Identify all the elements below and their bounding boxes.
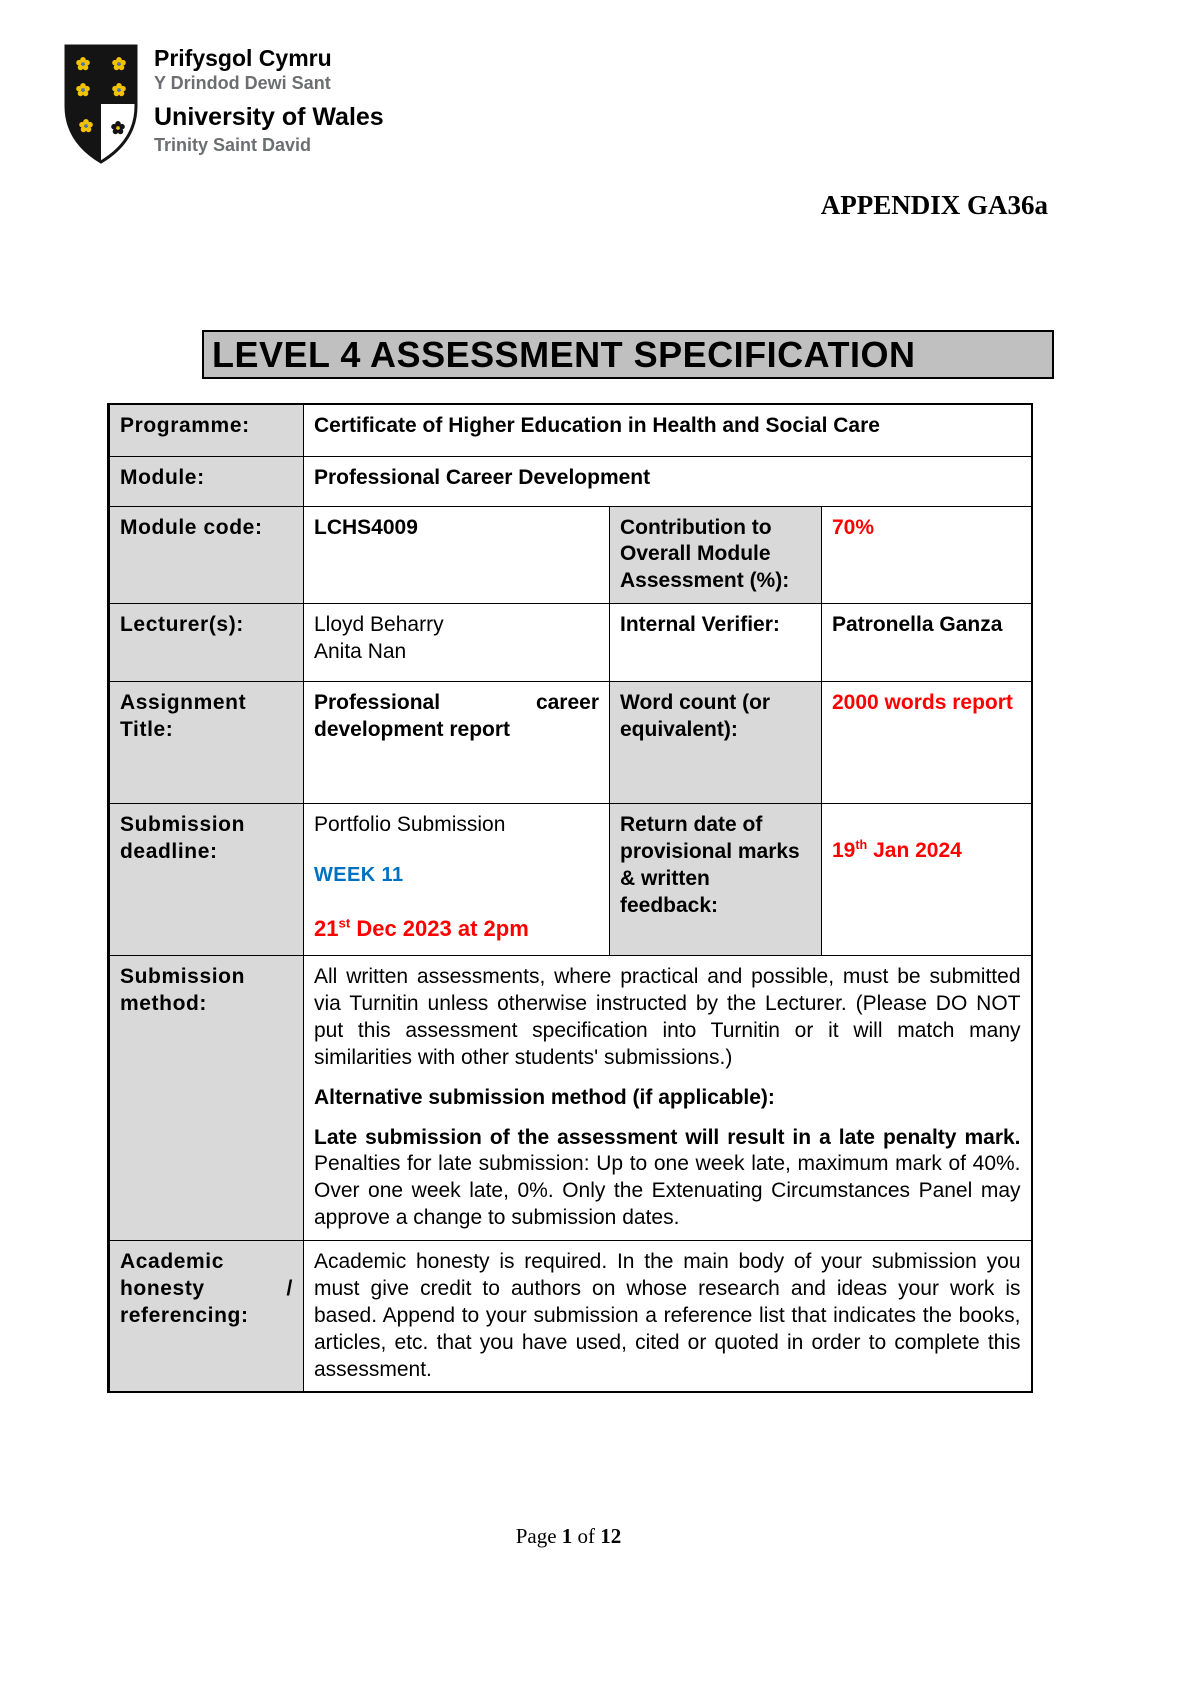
assessment-spec-table — [107, 403, 1033, 1393]
university-crest-icon — [64, 44, 138, 164]
submission-week: WEEK 11 — [314, 864, 404, 886]
programme-label: Programme: — [109, 404, 304, 456]
alternative-method-heading: Alternative submission method (if applicable): — [314, 1085, 775, 1109]
internal-verifier-label: Internal Verifier: — [610, 604, 822, 682]
page-title: LEVEL 4 ASSESSMENT SPECIFICATION — [202, 330, 1054, 379]
lecturers-label: Lecturer(s): — [109, 604, 304, 682]
footer-page-number: 1 — [561, 1524, 573, 1548]
submission-deadline-value — [304, 804, 610, 956]
submission-deadline-label: Submission deadline: — [109, 804, 304, 956]
footer-total-pages: 12 — [600, 1524, 622, 1548]
table-row-lecturers — [109, 604, 1032, 682]
academic-honesty-value: Academic honesty is required. In the main body of your submission you must give credit to authors on whose research and ideas your work is based. Append to your submission a reference list that indicates the books, articles, etc. that you have used, cited or quoted in order to complete this assessment. — [304, 1241, 1032, 1393]
university-name-block — [154, 44, 384, 155]
module-label: Module: — [109, 456, 304, 506]
table-row-submission-method — [109, 956, 1032, 1241]
submission-method-value — [304, 956, 1032, 1241]
module-code-value: LCHS4009 — [304, 506, 610, 604]
footer-page-word: Page — [515, 1524, 562, 1548]
contribution-label: Contribution to Overall Module Assessment (%): — [610, 506, 822, 604]
return-date-value: 19th Jan 2024 — [822, 804, 1032, 956]
logo-welsh-name: Prifysgol Cymru — [154, 45, 332, 71]
submission-date: 21st Dec 2023 at 2pm — [314, 915, 529, 941]
table-row-module-code — [109, 506, 1032, 604]
table-row-submission-deadline — [109, 804, 1032, 956]
assignment-title-label: Assignment Title: — [109, 682, 304, 804]
university-logo — [64, 44, 384, 164]
logo-welsh-subname: Y Drindod Dewi Sant — [154, 73, 331, 94]
lecturers-value — [304, 604, 610, 682]
contribution-value: 70% — [822, 506, 1032, 604]
table-row-module — [109, 456, 1032, 506]
table-row-academic-honesty — [109, 1241, 1032, 1393]
module-code-label: Module code: — [109, 506, 304, 604]
appendix-label: APPENDIX GA36a — [820, 190, 1048, 220]
internal-verifier-value: Patronella Ganza — [822, 604, 1032, 682]
table-row-assignment-title — [109, 682, 1032, 804]
module-value: Professional Career Development — [304, 456, 1032, 506]
lecturer-name: Lloyd Beharry — [314, 613, 444, 637]
lecturer-name: Anita Nan — [314, 640, 407, 663]
academic-honesty-label: Academic honesty / referencing: — [109, 1241, 304, 1393]
late-penalty-paragraph: Late submission of the assessment will result in a late penalty mark. Penalties for late submission: Up to one week late, maximum mark of 40%. Over one week late, 0%. Only the Extenuating Circumstances Panel may approve a change to submission dates. — [314, 1125, 1021, 1230]
footer-of-word: of — [572, 1524, 601, 1548]
programme-value: Certificate of Higher Education in Health and Social Care — [304, 404, 1032, 456]
submission-method-label: Submission method: — [109, 956, 304, 1241]
logo-english-name: University of Wales — [154, 103, 384, 132]
word-count-label: Word count (or equivalent): — [610, 682, 822, 804]
submission-method-paragraph: All written assessments, where practical and possible, must be submitted via Turnitin unless otherwise instructed by the Lecturer. (Please DO NOT put this assessment specification into Turnitin or it will match many similarities with other students' submissions.) — [314, 965, 1021, 1069]
table-row-programme — [109, 404, 1032, 456]
word-count-value: 2000 words report — [822, 682, 1032, 804]
logo-english-subname: Trinity Saint David — [154, 134, 312, 155]
submission-type: Portfolio Submission — [314, 813, 506, 837]
return-date-label: Return date of provisional marks & written feedback: — [610, 804, 822, 956]
assignment-title-value: Professional career development report — [304, 682, 610, 804]
page-footer — [107, 1524, 1030, 1549]
